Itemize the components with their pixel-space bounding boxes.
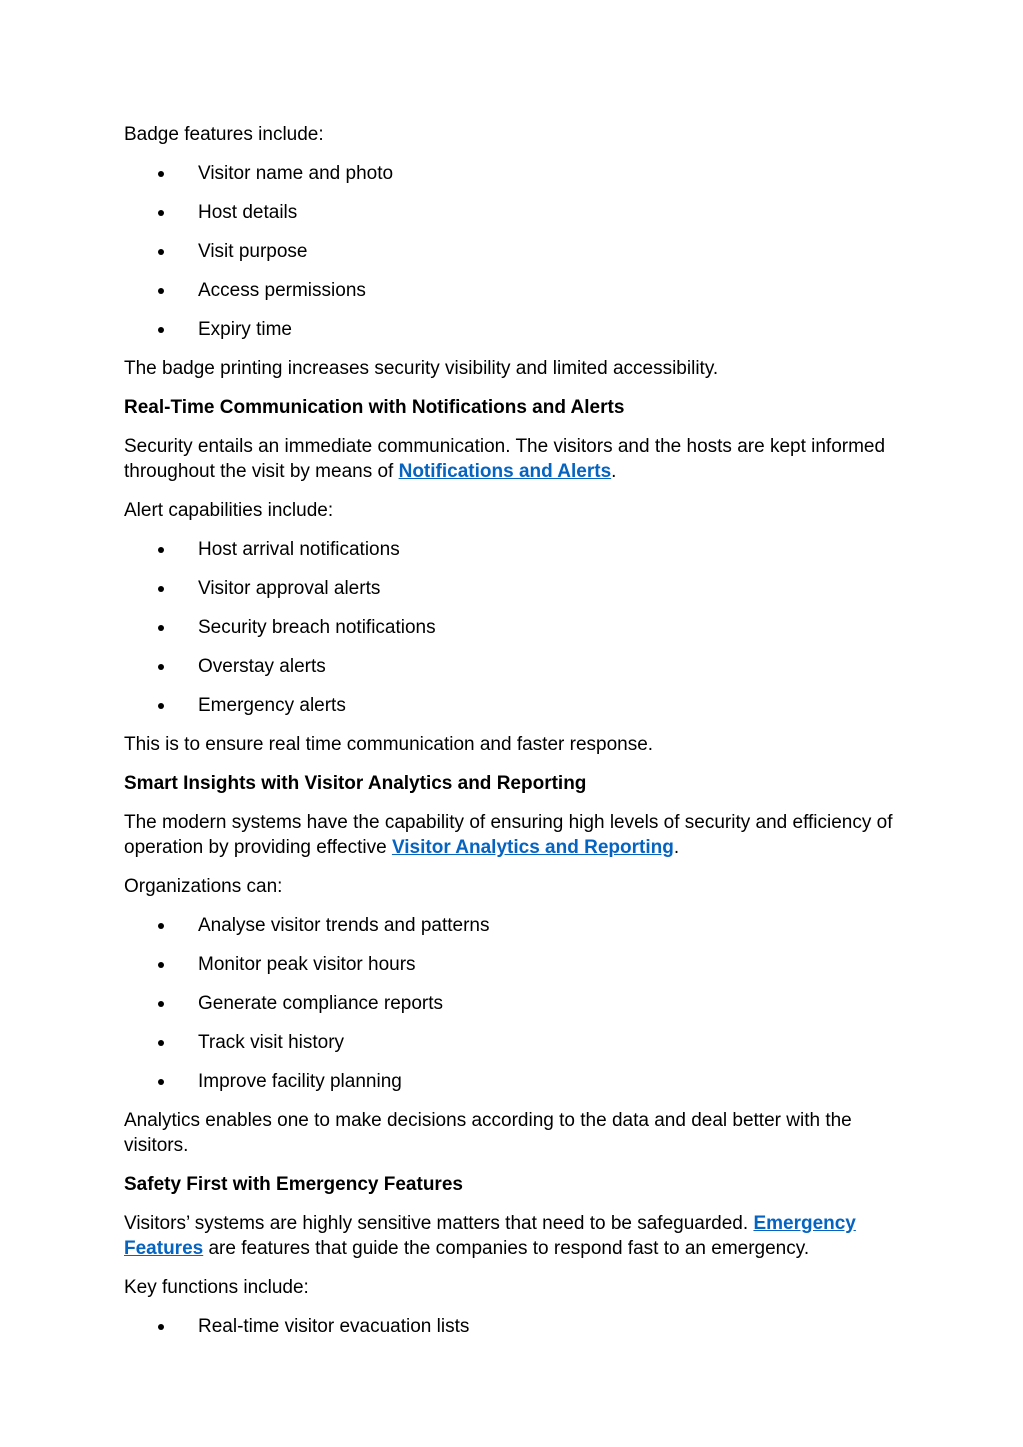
list-item	[198, 952, 903, 977]
list-item-text: Overstay alerts	[198, 656, 326, 677]
list-item-text: Visit purpose	[198, 241, 308, 262]
analytics-paragraph	[124, 810, 903, 860]
list-item	[198, 576, 903, 601]
list-item	[198, 693, 903, 718]
bullet-icon	[158, 171, 164, 177]
heading-safety-first: Safety First with Emergency Features	[124, 1174, 463, 1195]
heading-realtime-communication: Real-Time Communication with Notifications and Alerts	[124, 397, 625, 418]
bullet-icon	[158, 1079, 164, 1085]
bullet-icon	[158, 288, 164, 294]
bullet-icon	[158, 249, 164, 255]
bullet-icon	[158, 547, 164, 553]
bullet-icon	[158, 327, 164, 333]
badge-outro-paragraph: The badge printing increases security visibility and limited accessibility.	[124, 358, 719, 379]
bullet-icon	[158, 923, 164, 929]
list-item	[198, 239, 903, 264]
bullet-icon	[158, 210, 164, 216]
list-item-text: Real-time visitor evacuation lists	[198, 1316, 470, 1337]
list-item	[198, 161, 903, 186]
list-item	[198, 317, 903, 342]
key-functions-list	[124, 1314, 903, 1339]
list-item-text: Host arrival notifications	[198, 539, 400, 560]
paragraph-text: The modern systems have the capability of ensuring high levels of security and efficiency of operation by providing effective	[124, 812, 893, 858]
list-item-text: Host details	[198, 202, 298, 223]
safety-paragraph	[124, 1211, 903, 1261]
key-functions-list-intro: Key functions include:	[124, 1277, 309, 1298]
bullet-icon	[158, 1001, 164, 1007]
link-visitor-analytics-and-reporting[interactable]: Visitor Analytics and Reporting	[391, 837, 674, 858]
list-item-text: Visitor name and photo	[198, 163, 394, 184]
paragraph-text: .	[611, 461, 617, 482]
alert-capabilities-list	[124, 537, 903, 718]
alert-list-intro: Alert capabilities include:	[124, 500, 334, 521]
list-item-text: Visitor approval alerts	[198, 578, 381, 599]
paragraph-text: are features that guide the companies to respond fast to an emergency.	[203, 1238, 810, 1259]
list-item	[198, 1314, 903, 1339]
list-item-text: Security breach notifications	[198, 617, 436, 638]
bullet-icon	[158, 625, 164, 631]
heading-smart-insights: Smart Insights with Visitor Analytics and Reporting	[124, 773, 587, 794]
list-item	[198, 654, 903, 679]
realtime-paragraph	[124, 434, 903, 484]
badge-list-intro: Badge features include:	[124, 124, 324, 145]
bullet-icon	[158, 1040, 164, 1046]
realtime-outro-paragraph: This is to ensure real time communication and faster response.	[124, 734, 654, 755]
list-item	[198, 278, 903, 303]
list-item-text: Expiry time	[198, 319, 292, 340]
bullet-icon	[158, 703, 164, 709]
list-item	[198, 1030, 903, 1055]
organizations-list-intro: Organizations can:	[124, 876, 283, 897]
list-item-text: Analyse visitor trends and patterns	[198, 915, 490, 936]
link-emergency-features[interactable]: Emergency Features	[124, 1213, 856, 1259]
analytics-outro-paragraph: Analytics enables one to make decisions according to the data and deal better with the visitors.	[124, 1110, 852, 1156]
paragraph-text: Visitors’ systems are highly sensitive matters that need to be safeguarded.	[124, 1213, 754, 1234]
list-item	[198, 913, 903, 938]
organizations-capabilities-list	[124, 913, 903, 1094]
list-item-text: Emergency alerts	[198, 695, 346, 716]
list-item	[198, 537, 903, 562]
bullet-icon	[158, 586, 164, 592]
list-item	[198, 991, 903, 1016]
list-item-text: Generate compliance reports	[198, 993, 444, 1014]
link-notifications-and-alerts[interactable]: Notifications and Alerts	[398, 461, 612, 482]
list-item	[198, 200, 903, 225]
list-item-text: Monitor peak visitor hours	[198, 954, 416, 975]
list-item	[198, 615, 903, 640]
bullet-icon	[158, 664, 164, 670]
bullet-icon	[158, 962, 164, 968]
list-item-text: Track visit history	[198, 1032, 345, 1053]
paragraph-text: Security entails an immediate communication. The visitors and the hosts are kept informed throughout the visit by means of	[124, 436, 886, 482]
badge-features-list	[124, 161, 903, 342]
paragraph-text: .	[673, 837, 680, 858]
bullet-icon	[158, 1324, 164, 1330]
list-item-text: Improve facility planning	[198, 1071, 402, 1092]
list-item-text: Access permissions	[198, 280, 366, 301]
list-item	[198, 1069, 903, 1094]
